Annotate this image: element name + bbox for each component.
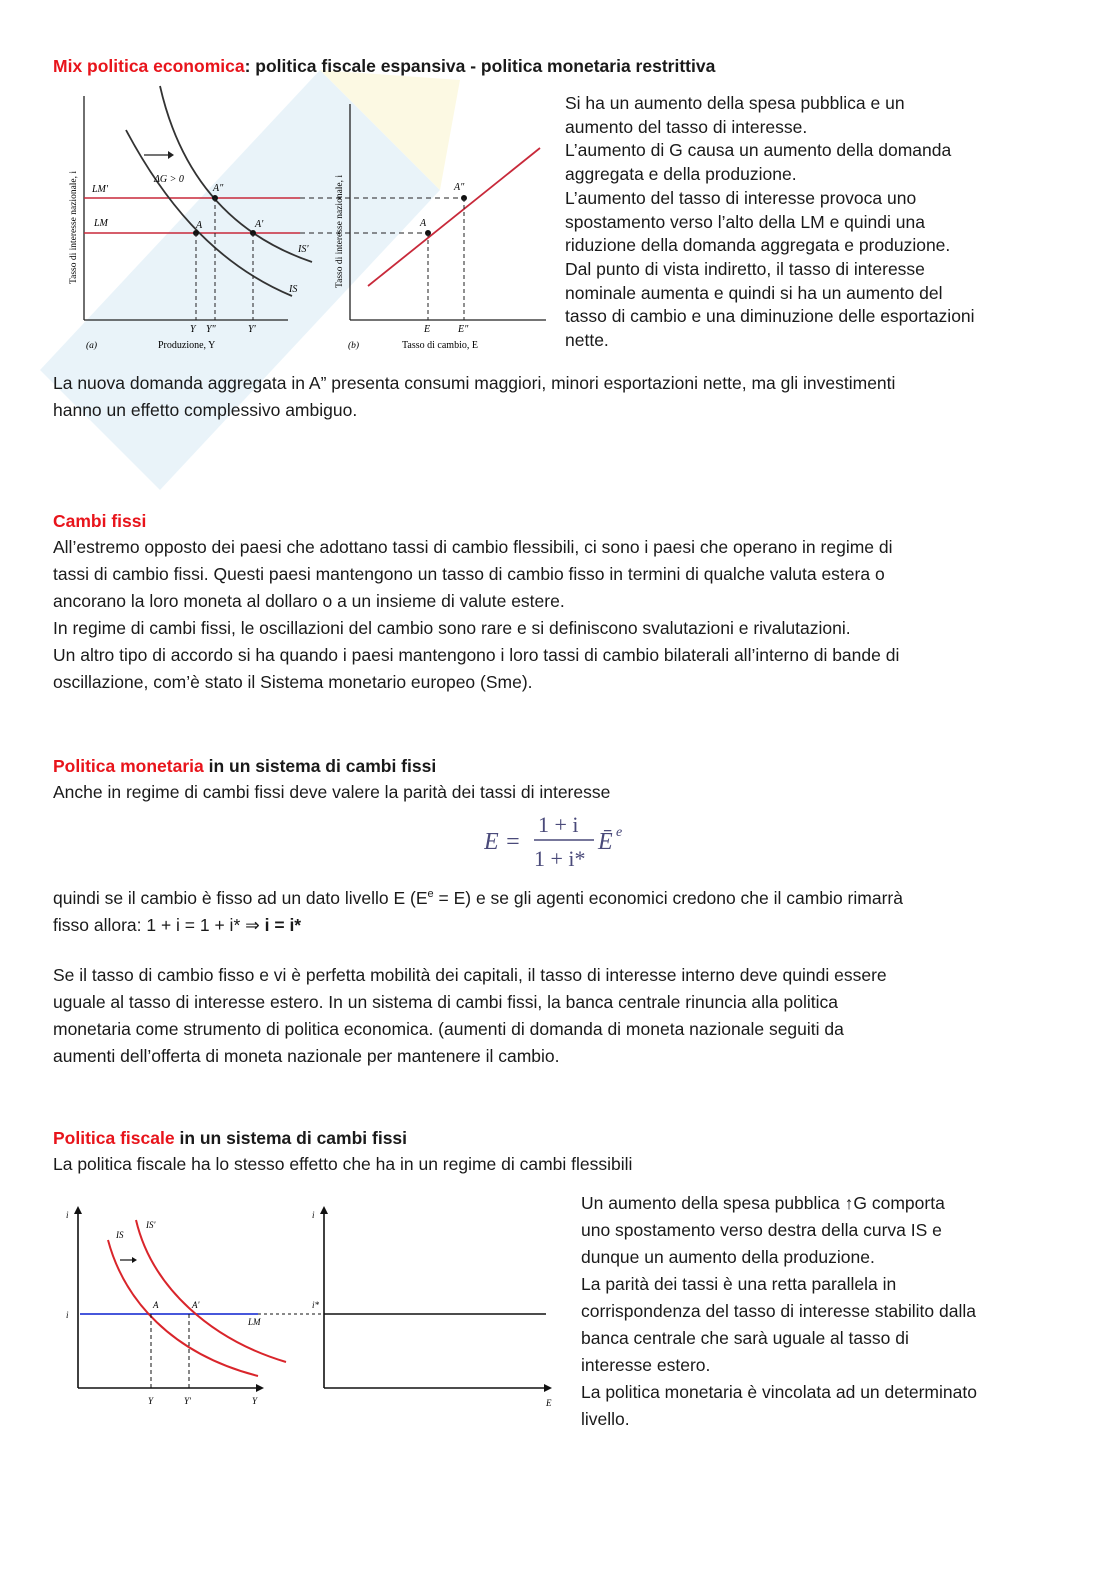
tick-y1-2: Y' xyxy=(184,1396,191,1406)
point-a-label: A xyxy=(196,220,203,231)
point-a2-label: A" xyxy=(213,183,224,194)
section3-intro: Anche in regime di cambi fissi deve valere la parità dei tassi di interesse xyxy=(53,782,611,802)
point-a1-label: A' xyxy=(255,219,264,230)
is-prime-label: IS' xyxy=(298,244,309,255)
is-prime-label-2: IS' xyxy=(146,1220,156,1230)
is-label: IS xyxy=(289,284,298,295)
svg-text:e: e xyxy=(616,825,623,840)
svg-text:1 + i*: 1 + i* xyxy=(534,846,586,871)
section1-description: Si ha un aumento della spesa pubblica e un aumento del tasso di interesse. L’aumento di G causa un aumento della domanda aggregata e della produzione. L’aumento del tasso di interesse provoca uno spostamento verso l’alto della LM e quindi una riduzione della domanda aggregata e produzione. Dal punto di vista indiretto, il tasso di interesse nominale aumenta e quindi si ha un aumento del tasso di cambio e una diminuzione delle esportazioni nette. xyxy=(565,93,975,351)
figure-is-lm-exchange xyxy=(60,84,552,358)
point-a2-right-label: A" xyxy=(454,182,465,193)
section1-title: Mix politica economica: politica fiscale espansiva - politica monetaria restrittiva xyxy=(53,56,716,76)
lm-label: LM xyxy=(94,218,108,229)
point-a-right-label: A xyxy=(420,218,427,229)
section3-body: Se il tasso di cambio fisso e vi è perfetta mobilità dei capitali, il tasso di interesse interno deve quindi essere uguale al tasso di interesse estero. In un sistema di cambi fissi, la banca centrale rinuncia alla politica monetaria come strumento di politica economica. (aumenti di domanda di moneta nazionale seguiti da aumenti dell’offerta di moneta nazionale per mantenere il cambio. xyxy=(53,965,887,1066)
right-xlabel: Tasso di cambio, E xyxy=(402,340,478,351)
x-axis-e-label: E xyxy=(546,1398,552,1408)
figure-fixed-exchange xyxy=(62,1204,558,1416)
section1-title-red: Mix politica economica xyxy=(53,56,245,76)
svg-text:1 + i: 1 + i xyxy=(538,812,579,837)
tick-e2: E" xyxy=(458,324,469,335)
lm-label-2: LM xyxy=(248,1317,261,1327)
interest-parity-formula xyxy=(484,810,644,874)
tick-e: E xyxy=(424,324,431,335)
section1-conclusion: La nuova domanda aggregata in A” presenta consumi maggiori, minori esportazioni nette, ma gli investimenti hanno un effetto complessivo ambiguo. xyxy=(53,373,896,420)
delta-g-label: ΔG > 0 xyxy=(154,174,184,185)
right-ylabel: Tasso di interesse nazionale, i xyxy=(335,174,345,288)
tick-y-2: Y xyxy=(148,1396,154,1406)
left-i-label: i xyxy=(66,1210,69,1220)
is-prime-curve-2 xyxy=(136,1220,286,1362)
lm-prime-label: LM' xyxy=(92,184,109,195)
is-label-2: IS xyxy=(116,1230,124,1240)
left-ylabel: Tasso di interesse nazionale, i xyxy=(69,170,79,284)
section4-description: Un aumento della spesa pubblica ↑G comporta uno spostamento verso destra della curva IS e dunque un aumento della produzione. La parità dei tassi è una retta parallela in corrispondenza del tasso di interesse stabilito dalla banca centrale che sarà uguale al tasso di interesse estero. La politica monetaria è vincolata ad un determinato livello. xyxy=(581,1193,977,1429)
point-a-label-2: A xyxy=(153,1300,159,1310)
section3-title: Politica monetaria in un sistema di cambi fissi xyxy=(53,756,437,776)
section4-title: Politica fiscale in un sistema di cambi fissi xyxy=(53,1128,408,1148)
svg-text:E =: E = xyxy=(484,829,521,855)
tick-y2: Y" xyxy=(206,324,216,335)
tick-y1: Y' xyxy=(248,324,256,335)
point-a1-label-2: A' xyxy=(192,1300,200,1310)
left-xlabel: Produzione, Y xyxy=(158,340,216,351)
parity-line xyxy=(368,148,540,286)
section2-title: Cambi fissi xyxy=(53,511,147,531)
section1-title-rest: politica fiscale espansiva - politica monetaria restrittiva xyxy=(255,56,716,76)
tick-y: Y xyxy=(190,324,196,335)
left-panel-label: (a) xyxy=(86,341,98,351)
x-axis-y-label: Y xyxy=(252,1396,258,1406)
left-i-tick: i xyxy=(66,1310,69,1320)
right-panel-label: (b) xyxy=(348,341,360,351)
section3-condition: quindi se il cambio è fisso ad un dato livello E $(E^e = E)$ e se gli agenti economici credono che il cambio rimarrà fisso allora: 1 + i = 1 + i* ⇒ i = i* xyxy=(53,887,903,935)
section4-intro: La politica fiscale ha lo stesso effetto che ha in un regime di cambi flessibili xyxy=(53,1154,633,1174)
svg-text:Ē: Ē xyxy=(598,829,613,855)
i-star-label: i* xyxy=(312,1300,320,1310)
right-i-label: i xyxy=(312,1210,315,1220)
section2-body: All’estremo opposto dei paesi che adottano tassi di cambio flessibili, ci sono i paesi che operano in regime di tassi di cambio fissi. Questi paesi mantengono un tasso di cambio fisso in termini di qualche valuta estera o ancorano la loro moneta al dollaro o a un insieme di valute estere. In regime di cambi fissi, le oscillazioni del cambio sono rare e si definiscono svalutazioni e rivalutazioni. Un altro tipo di accordo si ha quando i paesi mantengono i loro tassi di cambio bilaterali all’interno di bande di oscillazione, com’è stato il Sistema monetario europeo (Sme). xyxy=(53,537,900,692)
